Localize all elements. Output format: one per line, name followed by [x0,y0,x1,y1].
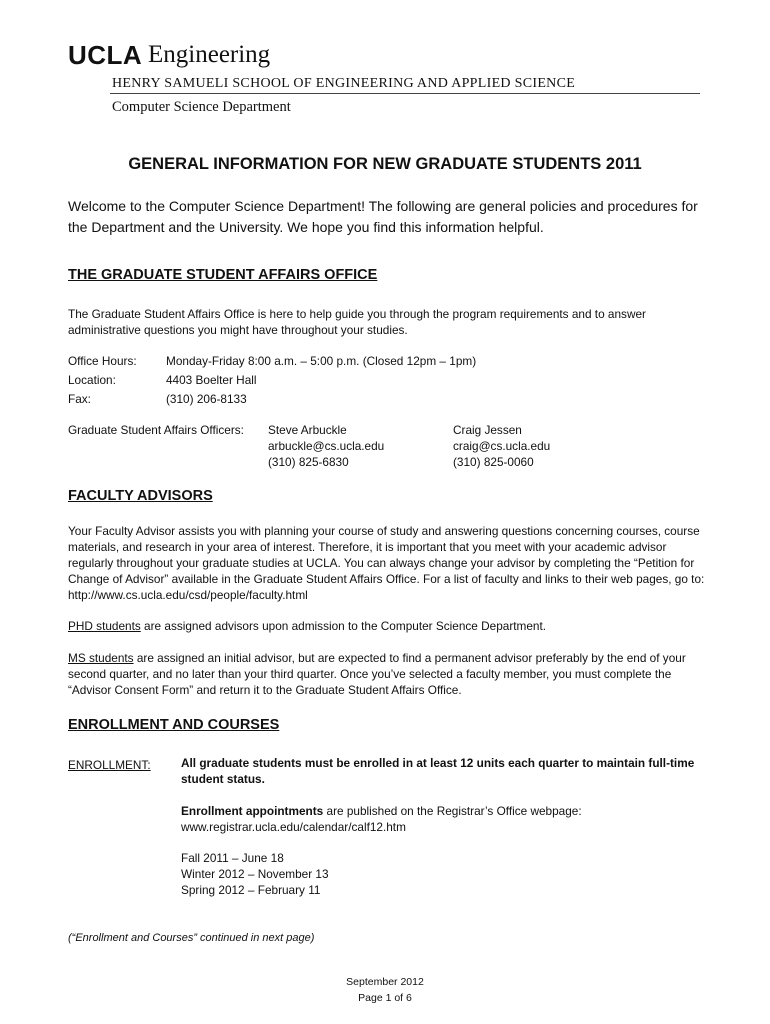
phd-text: are assigned advisors upon admission to the Computer Science Department. [140,619,547,633]
appointments-label: Enrollment appointments [181,804,324,818]
officer-name: Steve Arbuckle [268,423,347,437]
advisors-para-line: regularly throughout your graduate studies at UCLA. You can always change your advisor by completing the “Petition for [68,556,695,570]
department-name: Computer Science Department [112,99,291,115]
registrar-url[interactable]: www.registrar.ucla.edu/calendar/calf12.htm [181,820,406,834]
ucla-logo: UCLA [68,40,143,70]
ms-line-1 [68,650,686,666]
enrollment-date: Spring 2012 – February 11 [181,883,321,897]
office-hours-value: Monday-Friday 8:00 a.m. – 5:00 p.m. (Closed 12pm – 1pm) [166,354,477,368]
location-label: Location: [68,373,116,387]
intro-line-2: the Department and the University. We hope you find this information helpful. [68,219,544,235]
header-divider [110,93,700,94]
ms-text: are assigned an initial advisor, but are expected to find a permanent advisor preferably by the end of your [133,651,686,665]
enrollment-date: Winter 2012 – November 13 [181,867,329,881]
school-name: HENRY SAMUELI SCHOOL OF ENGINEERING AND APPLIED SCIENCE [112,76,576,91]
faculty-url[interactable]: http://www.cs.ucla.edu/csd/people/faculty.html [68,588,308,602]
location-value: 4403 Boelter Hall [166,373,257,387]
enrollment-rule-line-1: All graduate students must be enrolled in at least 12 units each quarter to maintain full-time [181,756,695,770]
ms-line-2: second quarter, and no later than your third quarter. Once you’ve selected a faculty member, you must complete the [68,667,672,681]
footer-date: September 2012 [346,976,424,988]
officer-email[interactable]: craig@cs.ucla.edu [453,439,551,453]
appointments-line [181,803,582,819]
ms-line-3: “Advisor Consent Form” and return it to the Graduate Student Affairs Office. [68,683,462,697]
enrollment-heading: ENROLLMENT AND COURSES [68,717,280,733]
officer-name: Craig Jessen [453,423,522,437]
officer-phone: (310) 825-0060 [453,455,534,469]
ms-students-label: MS students [68,651,134,665]
appointments-text: are published on the Registrar’s Office webpage: [323,804,582,818]
fax-value: (310) 206-8133 [166,392,247,406]
advisors-para-line: Your Faculty Advisor assists you with planning your course of study and answering questions concerning courses, course [68,524,700,538]
phd-students-label: PHD students [68,619,141,633]
office-hours-label: Office Hours: [68,354,137,368]
officer-phone: (310) 825-6830 [268,455,349,469]
advisors-para-line: materials, and research in your area of interest. Therefore, it is important that you meet with your academic advisor [68,540,667,554]
enrollment-rule-line-2: student status. [181,772,265,786]
officers-label: Graduate Student Affairs Officers: [68,423,244,437]
advisors-para-line: Change of Advisor” available in the Graduate Student Affairs Office. For a list of faculty and links to their web pages, go to: [68,572,705,586]
page-number: Page 1 of 6 [358,992,412,1004]
advisors-heading: FACULTY ADVISORS [68,488,213,504]
continued-note: (“Enrollment and Courses” continued in next page) [68,932,315,944]
gsao-heading: THE GRADUATE STUDENT AFFAIRS OFFICE [68,267,378,283]
intro-line-1: Welcome to the Computer Science Department! The following are general policies and procedures for [68,198,698,214]
phd-line [68,618,546,634]
gsao-line-1: The Graduate Student Affairs Office is here to help guide you through the program requirements and to answer [68,307,646,321]
enrollment-date: Fall 2011 – June 18 [181,851,284,865]
page-title: GENERAL INFORMATION FOR NEW GRADUATE STUDENTS 2011 [128,155,642,173]
fax-label: Fax: [68,392,91,406]
engineering-wordmark: Engineering [148,41,271,68]
enrollment-label: ENROLLMENT: [68,758,151,772]
gsao-line-2: administrative questions you might have throughout your studies. [68,323,408,337]
officer-email[interactable]: arbuckle@cs.ucla.edu [268,439,385,453]
